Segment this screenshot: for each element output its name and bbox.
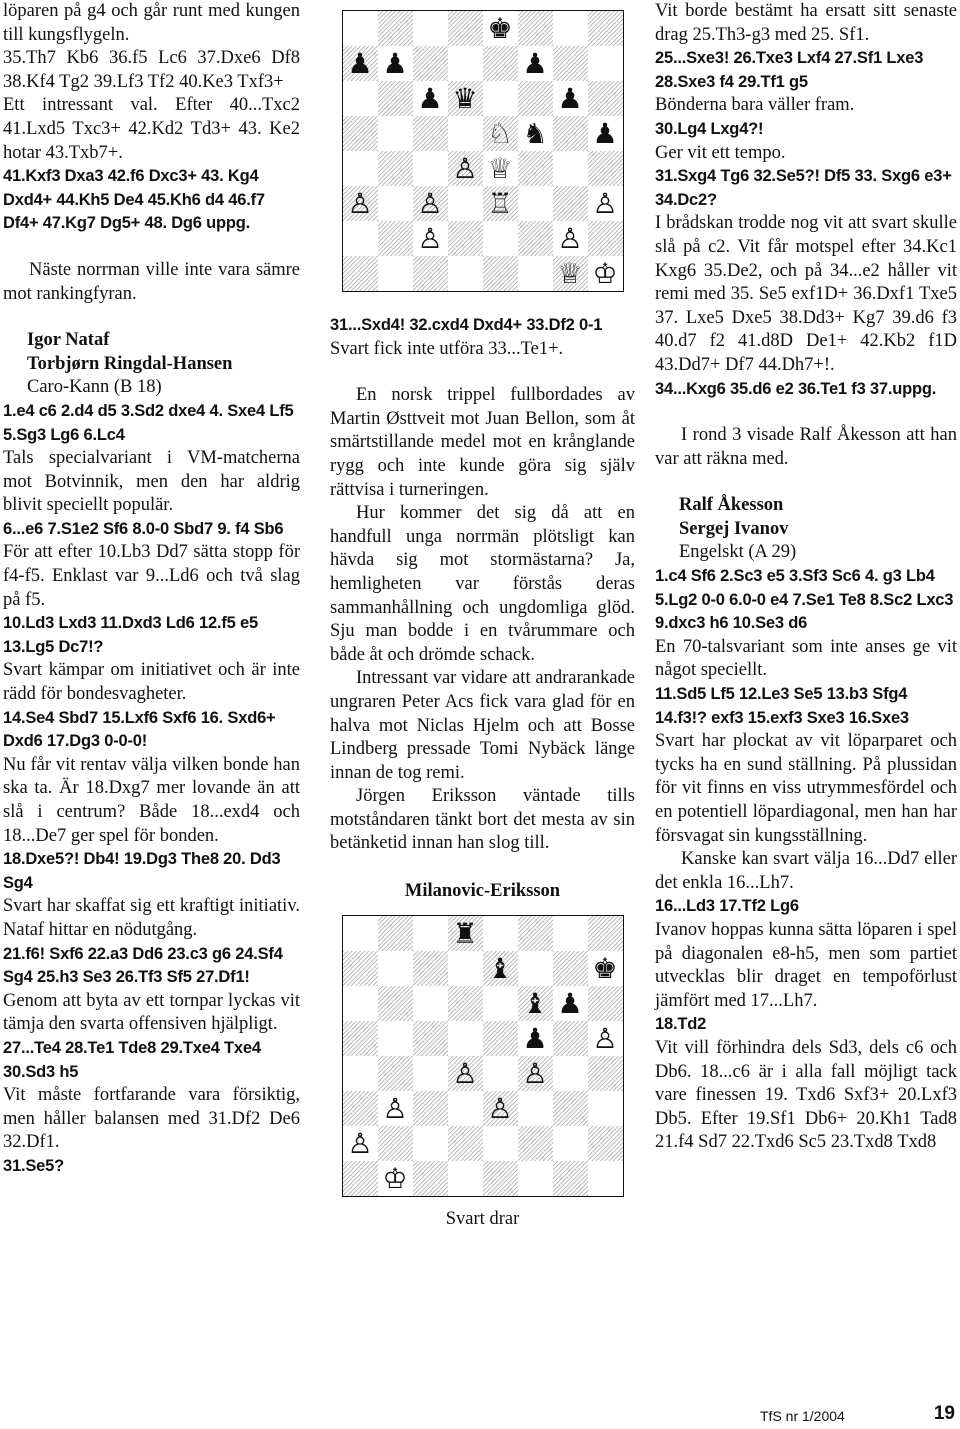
commentary-paragraph: Svart kämpar om initiativet och är inte rädd för bondesvagheter. (3, 660, 300, 705)
board-square (413, 81, 448, 116)
black-rook-icon: ♜ (452, 916, 478, 950)
board-square (483, 916, 518, 951)
board-square (343, 1161, 378, 1196)
black-knight-icon: ♞ (522, 116, 548, 150)
board-square (448, 116, 483, 151)
board-square (518, 986, 553, 1021)
player-name: Ralf Åkesson (679, 495, 784, 516)
board-square (518, 81, 553, 116)
body-paragraph: Hur kommer det sig då att en handfull unga norrmän plötsligt kan hävda sig mot stormästarna? Ja, hemligheten var förstås deras sammanhållning och ungdomliga glöd. Sju man bodde i en tvårummare och både åt och drömde schack. (330, 503, 635, 665)
board-square (588, 1021, 623, 1056)
board-square (343, 1091, 378, 1126)
board-square (518, 221, 553, 256)
board-square (378, 916, 413, 951)
board-square (343, 81, 378, 116)
white-pawn-icon: ♙ (592, 186, 618, 220)
page-footer (760, 1404, 955, 1426)
board-square (343, 151, 378, 186)
white-pawn-icon: ♙ (417, 186, 443, 220)
board-square (553, 186, 588, 221)
body-paragraph: Kanske kan svart välja 16...Dd7 eller det enkla 16...Lh7. (655, 849, 957, 893)
board-square (588, 151, 623, 186)
move-notation: 16...Ld3 17.Tf2 Lg6 (655, 897, 799, 916)
opening-name: Engelskt (A 29) (679, 542, 797, 563)
board-square (483, 81, 518, 116)
board-square (378, 1161, 413, 1196)
commentary-paragraph: Bönderna bara väller fram. (655, 95, 855, 116)
board-square (413, 916, 448, 951)
white-pawn-icon: ♙ (557, 221, 583, 255)
white-pawn-icon: ♙ (452, 1056, 478, 1090)
board-square (588, 186, 623, 221)
board-square (553, 11, 588, 46)
board-square (343, 951, 378, 986)
board-square (343, 11, 378, 46)
board-square (483, 256, 518, 291)
spacer (655, 471, 957, 494)
player-name: Torbjørn Ringdal-Hansen (27, 353, 233, 374)
board-square (413, 1091, 448, 1126)
black-pawn-icon: ♟ (592, 116, 618, 150)
board-square (378, 116, 413, 151)
board-square (588, 951, 623, 986)
board-square (448, 46, 483, 81)
board-square (518, 11, 553, 46)
board-square (343, 916, 378, 951)
move-notation: 6...e6 7.S1e2 Sf6 8.0-0 Sbd7 9. f4 Sb6 (3, 519, 284, 538)
chess-diagram-2 (342, 915, 624, 1197)
board-square (483, 116, 518, 151)
white-queen-icon: ♕ (487, 151, 513, 185)
board-square (518, 151, 553, 186)
board-square (553, 916, 588, 951)
black-pawn-icon: ♟ (522, 46, 548, 80)
board-square (483, 1091, 518, 1126)
board-square (553, 951, 588, 986)
board-square (588, 1161, 623, 1196)
player-name: Sergej Ivanov (679, 518, 789, 539)
board-square (448, 1161, 483, 1196)
board-square (518, 256, 553, 291)
board-square (448, 986, 483, 1021)
board-square (413, 11, 448, 46)
board-square (588, 256, 623, 291)
commentary-paragraph: För att efter 10.Lb3 Dd7 sätta stopp för f4-f5. Enklast var 9...Ld6 och två slag på f5. (3, 542, 300, 610)
board-square (378, 1021, 413, 1056)
board-square (378, 221, 413, 256)
board-square (483, 1126, 518, 1161)
board-square (553, 81, 588, 116)
commentary-paragraph: Svart har skaffat sig ett kraftigt initiativ. Nataf hittar en nödutgång. (3, 896, 300, 940)
footer-source: TfS nr 1/2004 (760, 1408, 845, 1424)
board-square (518, 1056, 553, 1091)
board-square (483, 986, 518, 1021)
board-square (378, 81, 413, 116)
board-square (448, 916, 483, 951)
move-notation: 18.Td2 (655, 1015, 707, 1034)
board-square (553, 1126, 588, 1161)
board-square (378, 951, 413, 986)
board-square (588, 916, 623, 951)
board-square (378, 11, 413, 46)
board-square (378, 186, 413, 221)
move-notation: 31.Sxg4 Tg6 32.Se5?! Df5 33. Sxg6 e3+ 34.Dc2? (655, 167, 952, 209)
board-square (343, 1021, 378, 1056)
board-square (483, 11, 518, 46)
board-square (588, 116, 623, 151)
white-pawn-icon: ♙ (347, 186, 373, 220)
black-pawn-icon: ♟ (382, 46, 408, 80)
move-notation: 34...Kxg6 35.d6 e2 36.Te1 f3 37.uppg. (655, 379, 937, 398)
body-paragraph: Näste norrman ville inte vara sämre mot rankingfyran. (3, 259, 300, 304)
board-square (588, 11, 623, 46)
board-square (518, 951, 553, 986)
diagram-caption: Svart drar (445, 1209, 520, 1230)
board-square (588, 986, 623, 1021)
spacer (655, 401, 957, 424)
board-square (553, 116, 588, 151)
board-square (588, 81, 623, 116)
board-square (483, 221, 518, 256)
spacer (3, 236, 300, 259)
board-square (343, 986, 378, 1021)
board-square (378, 46, 413, 81)
board-square (553, 151, 588, 186)
black-bishop-icon: ♝ (487, 951, 513, 985)
black-pawn-icon: ♟ (522, 1021, 548, 1055)
board-square (553, 221, 588, 256)
board-square (518, 1091, 553, 1126)
black-pawn-icon: ♟ (347, 46, 373, 80)
move-notation: 30.Lg4 Lxg4?! (655, 119, 764, 138)
board-square (413, 221, 448, 256)
spacer (3, 306, 300, 329)
commentary-paragraph: Tals specialvariant i VM-matcherna mot Botvinnik, men den har aldrig blivit speciellt populär. (3, 448, 300, 516)
board-square (518, 116, 553, 151)
commentary-paragraph: I brådskan trodde nog vit att svart skulle slå på c2. Vit får motspel efter 34.Kc1 Kxg6 35.De2, och på 34...e2 håller vit remi med 35. Se5 exf1D+ 36.Dxf1 Txe5 37. Lxe5 Dxe5 38.Dd3+ Kg7 39.d6 f3 40.d7 f2 41.d8D De1+ 42.Kb2 f1D 43.Dd7+ Df7 44.Dh7+!. (655, 213, 957, 375)
move-notation: 14.Se4 Sbd7 15.Lxf6 Sxf6 16. Sxd6+ Dxd6 17.Dg3 0-0-0! (3, 708, 276, 751)
white-pawn-icon: ♙ (347, 1126, 373, 1160)
white-king-icon: ♔ (382, 1161, 408, 1195)
board-square (343, 256, 378, 291)
board-square (588, 1091, 623, 1126)
board-square (518, 1126, 553, 1161)
body-paragraph: En norsk trippel fullbordades av Martin Østtveit mot Juan Bellon, som åt smärtstillande medel mot en krånglande rygg och inte kunde göra sig själv rättvisa i turneringen. (330, 385, 635, 500)
column-right (655, 0, 957, 1155)
body-paragraph: I rond 3 visade Ralf Åkesson att han var att räkna med. (655, 425, 957, 469)
commentary-paragraph: Vit vill förhindra dels Sd3, dels c6 och Db6. 18...c6 är i alla fall möjligt tack vare finessen 19. Txd6 Sxf3+ 20.Lxf3 Db5. Efter 19.Sf1 Db6+ 20.Kh1 Tad8 21.f4 Sd7 22.Txd6 Sc5 23.Txd8 Txd8 (655, 1037, 957, 1153)
move-notation: 41.Kxf3 Dxa3 42.f6 Dxc3+ 43. Kg4 Dxd4+ 44.Kh5 De4 45.Kh6 d4 46.f7 Df4+ 47.Kg7 Dg5+ 48. Dg6 uppg. (3, 167, 265, 233)
board-square (588, 1126, 623, 1161)
board-square (378, 1056, 413, 1091)
column-middle (330, 0, 635, 1231)
board-square (378, 1126, 413, 1161)
move-notation: 1.e4 c6 2.d4 d5 3.Sd2 dxe4 4. Sxe4 Lf5 5.Sg3 Lg6 6.Lc4 (3, 401, 294, 444)
white-knight-icon: ♘ (487, 116, 513, 150)
white-pawn-icon: ♙ (592, 1021, 618, 1055)
board-square (413, 1021, 448, 1056)
board-square (518, 1021, 553, 1056)
commentary-paragraph: En 70-talsvariant som inte anses ge vit något speciellt. (655, 636, 957, 681)
black-bishop-icon: ♝ (522, 986, 548, 1020)
column-middle-text (330, 314, 635, 903)
board-square (413, 1161, 448, 1196)
white-pawn-icon: ♙ (487, 1091, 513, 1125)
board-square (413, 256, 448, 291)
white-rook-icon: ♖ (487, 186, 513, 220)
move-notation: 27...Te4 28.Te1 Tde8 29.Txe4 Txe4 30.Sd3 h5 (3, 1038, 261, 1081)
board-square (448, 1056, 483, 1091)
board-square (483, 1161, 518, 1196)
board-square (448, 151, 483, 186)
board-square (483, 151, 518, 186)
board-square (343, 1056, 378, 1091)
board-square (413, 186, 448, 221)
diagram-title: Milanovic-Eriksson (404, 881, 561, 902)
board-square (378, 256, 413, 291)
commentary-paragraph: Genom att byta av ett tornpar lyckas vit tämja den svarta offensiven hjälpligt. (3, 990, 300, 1035)
board-square (483, 1021, 518, 1056)
board-square (553, 256, 588, 291)
board-square (483, 186, 518, 221)
board-square (518, 1161, 553, 1196)
board-square (553, 46, 588, 81)
board-square (448, 186, 483, 221)
white-queen-icon: ♕ (557, 256, 583, 290)
spacer (330, 856, 635, 879)
board-square (448, 11, 483, 46)
black-pawn-icon: ♟ (557, 81, 583, 115)
commentary-paragraph: Svart fick inte utföra 33...Te1+. (330, 338, 564, 359)
board-square (378, 151, 413, 186)
board-square (413, 46, 448, 81)
board-square (378, 986, 413, 1021)
board-square (378, 1091, 413, 1126)
board-square (553, 1021, 588, 1056)
board-square (518, 916, 553, 951)
board-square (483, 46, 518, 81)
spacer (330, 361, 635, 384)
board-square (343, 116, 378, 151)
commentary-paragraph: Ger vit ett tempo. (655, 142, 786, 163)
body-paragraph: Jörgen Eriksson väntade tills motståndaren tänkt bort det mesta av sin betänketid innan han slog till. (330, 786, 635, 854)
board-square (413, 1126, 448, 1161)
chess-diagram-1 (342, 10, 624, 292)
board-square (343, 1126, 378, 1161)
white-pawn-icon: ♙ (382, 1091, 408, 1125)
board-square (448, 1021, 483, 1056)
board-square (448, 951, 483, 986)
board-square (483, 1056, 518, 1091)
body-paragraph: Intressant var vidare att andrarankade ungraren Peter Acs fick vara glad för en halva mot Niclas Hjelm och att Bosse Lindberg pressade Tomi Nybäck länge innan de tog remi. (330, 668, 635, 783)
board-square (553, 1161, 588, 1196)
white-king-icon: ♔ (592, 256, 618, 290)
move-notation: 11.Sd5 Lf5 12.Le3 Se5 13.b3 Sfg4 14.f3!? exf3 15.exf3 Sxe3 16.Sxe3 (655, 685, 909, 727)
opening-name: Caro-Kann (B 18) (27, 377, 162, 398)
board-square (413, 951, 448, 986)
board-square (448, 256, 483, 291)
black-king-icon: ♚ (592, 951, 618, 985)
move-notation: 31.Se5? (3, 1156, 64, 1175)
move-notation: 1.c4 Sf6 2.Sc3 e5 3.Sf3 Sc6 4. g3 Lb4 5.Lg2 0-0 6.0-0 e4 7.Se1 Te8 8.Sc2 Lxc3 9.dxc3 h6 10.Se3 d6 (655, 567, 954, 633)
board-square (518, 186, 553, 221)
commentary-paragraph: Ett intressant val. Efter 40...Txc2 41.Lxd5 Txc3+ 42.Kd2 Td3+ 43. Ke2 hotar 43.Txb7+. (3, 95, 300, 163)
board-square (448, 1091, 483, 1126)
board-square (553, 1056, 588, 1091)
board-square (448, 81, 483, 116)
player-name: Igor Nataf (27, 330, 110, 351)
move-notation: 18.Dxe5?! Db4! 19.Dg3 The8 20. Dd3 Sg4 (3, 850, 281, 892)
move-notation: 31...Sxd4! 32.cxd4 Dxd4+ 33.Df2 0-1 (330, 316, 603, 334)
page-number: 19 (933, 1403, 955, 1424)
commentary-paragraph: 35.Th7 Kb6 36.f5 Lc6 37.Dxe6 Df8 38.Kf4 Tg2 39.Lf3 Tf2 40.Ke3 Txf3+ (3, 48, 300, 92)
board-square (448, 221, 483, 256)
board-square (413, 1056, 448, 1091)
white-pawn-icon: ♙ (522, 1056, 548, 1090)
black-queen-icon: ♛ (452, 81, 478, 115)
commentary-paragraph: Svart har plockat av vit löparparet och tycks ha en sund ställning. På plussidan för vit finns en viss utrymmesfördel och en potentiell löpardiagonal, men han har försvagat sin kungsställning. (655, 731, 957, 846)
board-square (483, 951, 518, 986)
board-square (553, 1091, 588, 1126)
commentary-paragraph: löparen på g4 och går runt med kungen till kungsflygeln. (3, 1, 300, 45)
white-pawn-icon: ♙ (452, 151, 478, 185)
column-left (3, 0, 300, 1179)
board-square (588, 1056, 623, 1091)
board-square (588, 221, 623, 256)
commentary-paragraph: Nu får vit rentav välja vilken bonde han ska ta. Är 18.Dxg7 mer lovande än att slå i centrum? Både 18...exd4 och 18...De7 ger spel för bonden. (3, 754, 300, 846)
board-square (518, 46, 553, 81)
board-square (343, 221, 378, 256)
commentary-paragraph: Ivanov hoppas kunna sätta löparen i spel på diagonalen e8-h5, men som partiet utvecklas blir draget en tempoförlust jämfört med 17...Lh7. (655, 919, 957, 1011)
black-pawn-icon: ♟ (417, 81, 443, 115)
board-square (413, 986, 448, 1021)
black-king-icon: ♚ (487, 11, 513, 45)
commentary-paragraph: Vit borde bestämt ha ersatt sitt senaste drag 25.Th3-g3 med 25. Sf1. (655, 1, 957, 45)
move-notation: 10.Ld3 Lxd3 11.Dxd3 Ld6 12.f5 e5 13.Lg5 Dc7!? (3, 614, 258, 656)
board-square (413, 116, 448, 151)
board-square (413, 151, 448, 186)
board-square (448, 1126, 483, 1161)
white-pawn-icon: ♙ (417, 221, 443, 255)
board-square (343, 46, 378, 81)
move-notation: 25...Sxe3! 26.Txe3 Lxf4 27.Sf1 Lxe3 28.Sxe3 f4 29.Tf1 g5 (655, 49, 924, 91)
move-notation: 21.f6! Sxf6 22.a3 Dd6 23.c3 g6 24.Sf4 Sg4 25.h3 Se3 26.Tf3 Sf5 27.Df1! (3, 944, 283, 987)
board-square (553, 986, 588, 1021)
black-pawn-icon: ♟ (557, 986, 583, 1020)
board-square (588, 46, 623, 81)
commentary-paragraph: Vit måste fortfarande vara försiktig, men håller balansen med 31.Df2 De6 32.Df1. (3, 1085, 300, 1153)
board-square (343, 186, 378, 221)
